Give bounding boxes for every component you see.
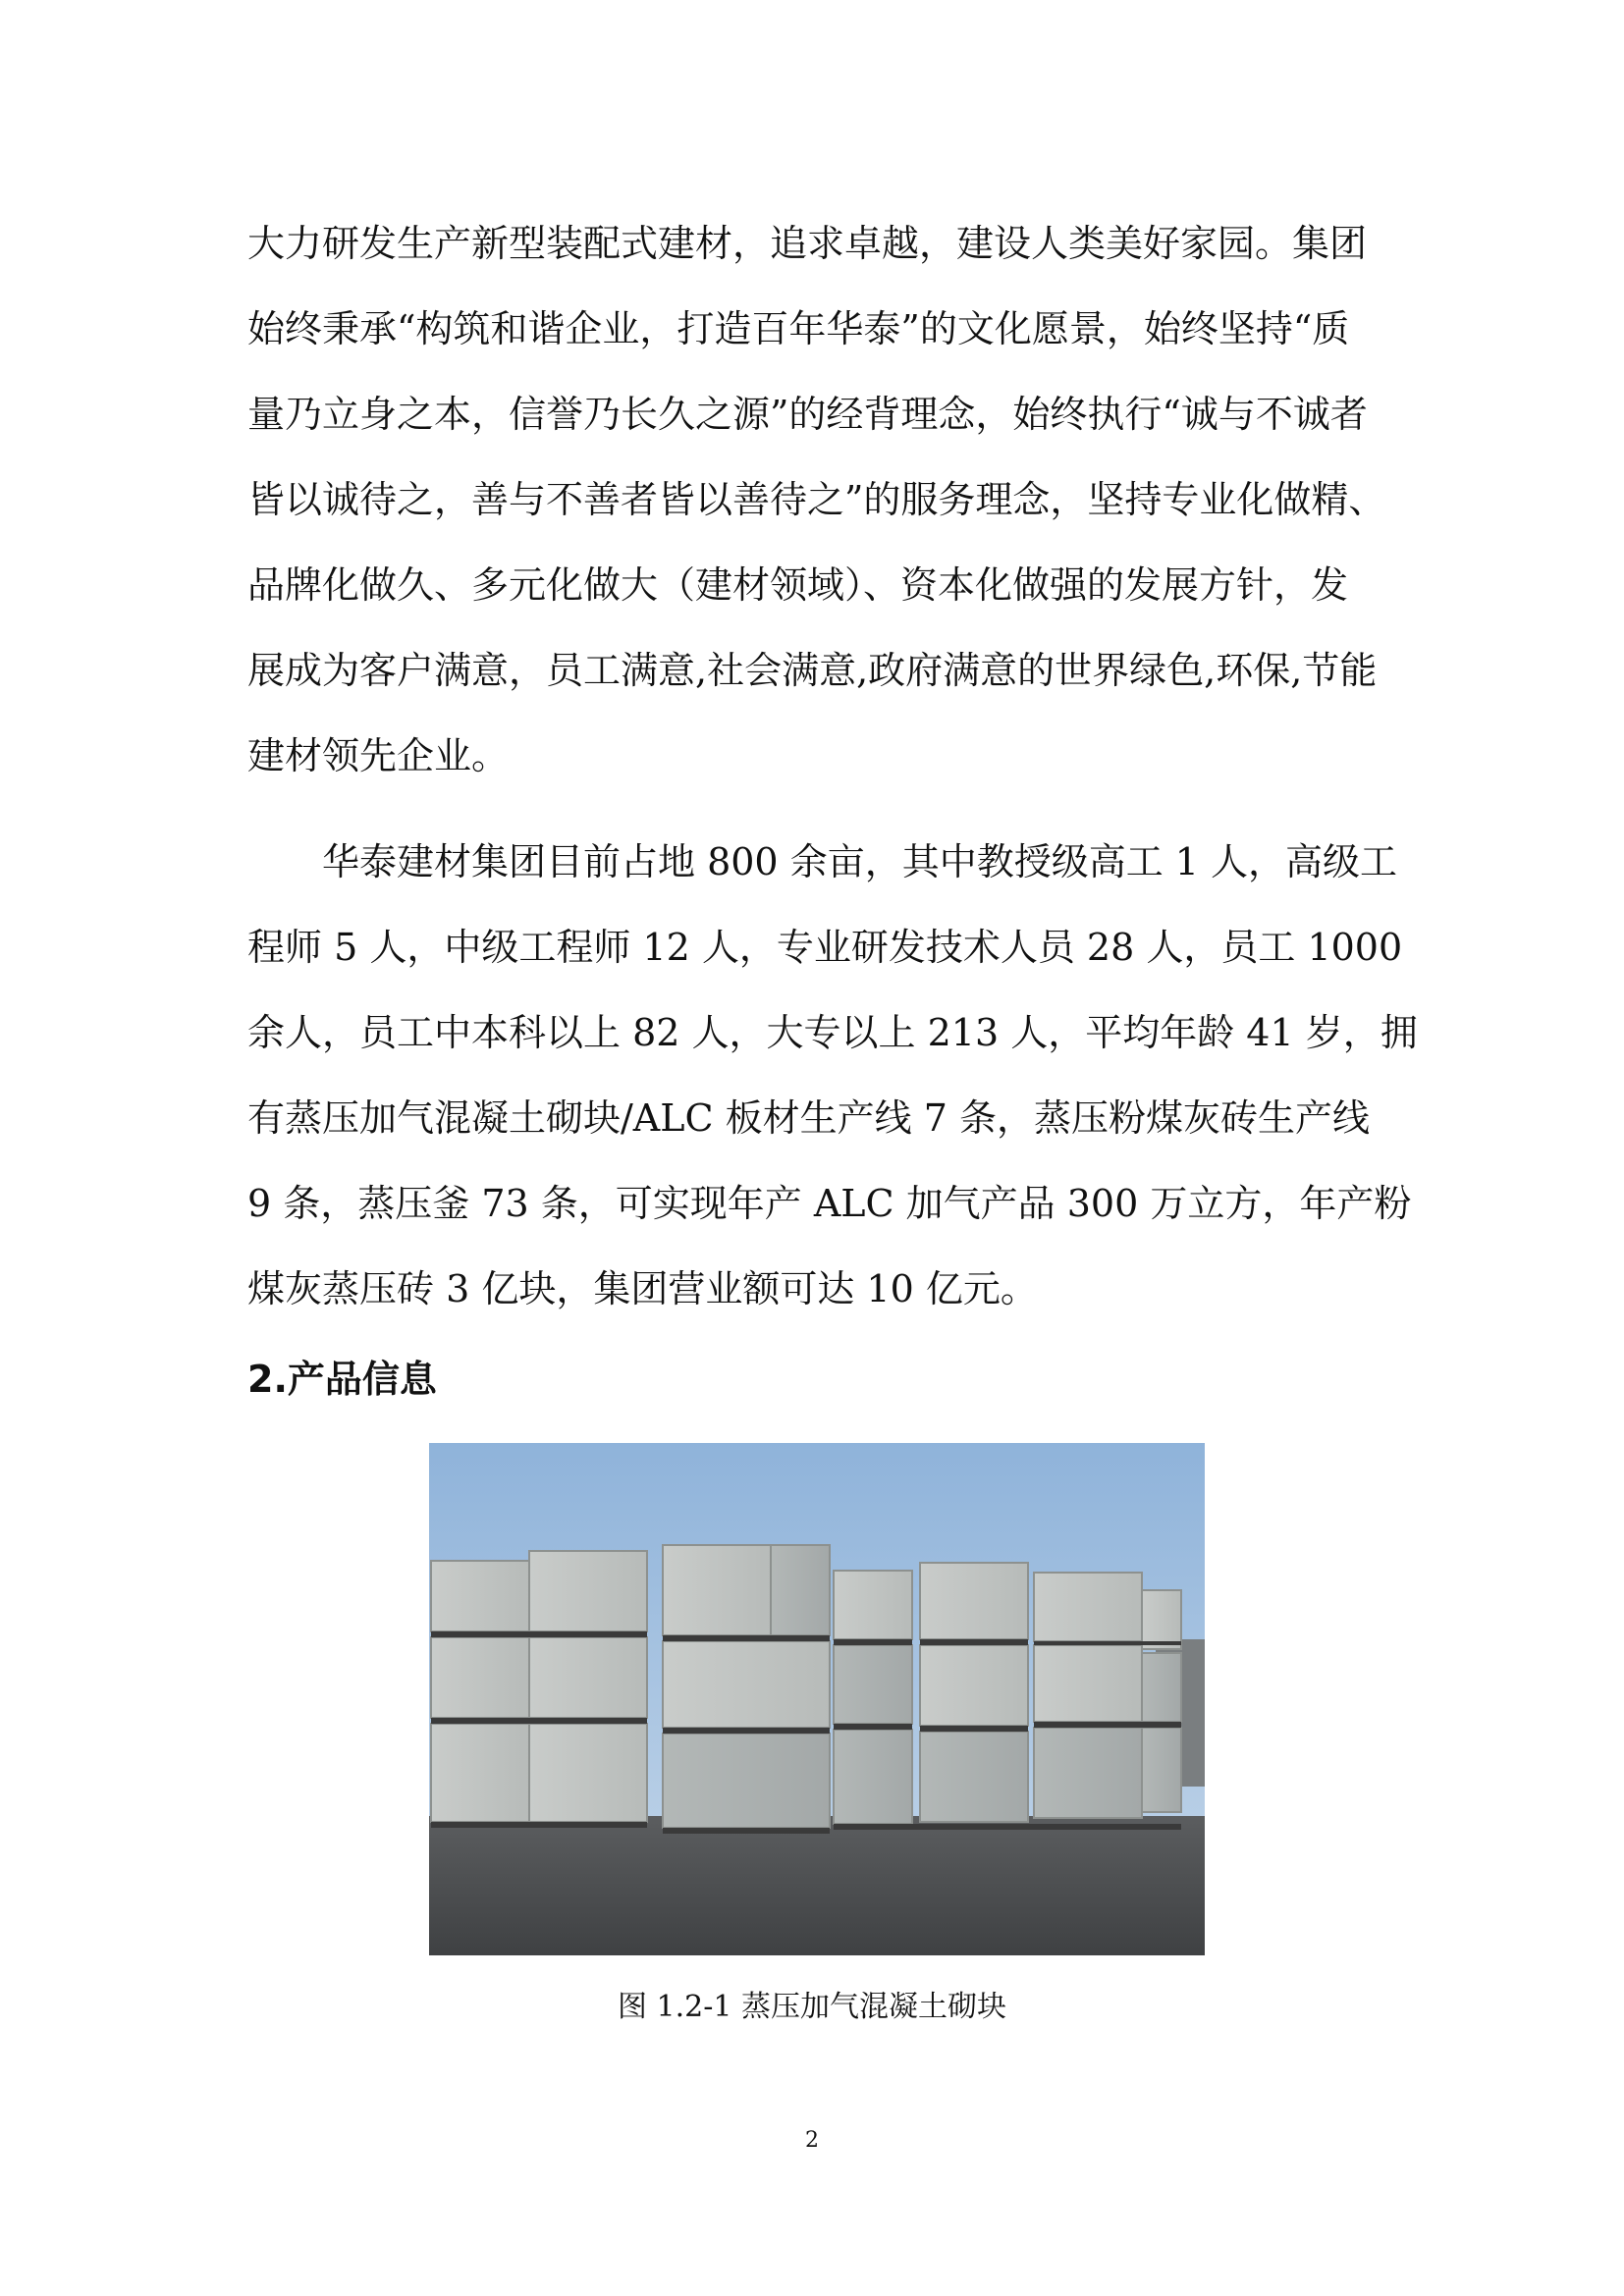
product-photo — [429, 1443, 1205, 1955]
text-line: 品牌化做久、多元化做大（建材领域）、资本化做强的发展方针，发 — [247, 563, 1349, 607]
text-line: 始终秉承“构筑和谐企业，打造百年华泰”的文化愿景，始终坚持“质 — [247, 307, 1350, 350]
text-line: 9 条，蒸压釜 73 条，可实现年产 ALC 加气产品 300 万立方，年产粉 — [247, 1182, 1412, 1225]
text-line: 皆以诚待之，善与不善者皆以善待之”的服务理念，坚持专业化做精、 — [247, 478, 1386, 521]
text-line: 展成为客户满意，员工满意,社会满意,政府满意的世界绿色,环保,节能 — [247, 649, 1378, 692]
paragraph-company-philosophy — [247, 201, 1386, 799]
paragraph-company-scale — [247, 820, 1418, 1332]
text-line: 建材领先企业。 — [247, 734, 510, 777]
page-number: 2 — [805, 2128, 819, 2153]
text-line: 量乃立身之本，信誉乃长久之源”的经背理念，始终执行“诚与不诚者 — [247, 393, 1368, 436]
text-line: 华泰建材集团目前占地 800 余亩，其中教授级高工 1 人，高级工 — [247, 840, 1398, 883]
section-heading: 2.产品信息 — [247, 1358, 437, 1401]
text-line: 程师 5 人，中级工程师 12 人，专业研发技术人员 28 人，员工 1000 — [247, 926, 1403, 969]
text-line: 大力研发生产新型装配式建材，追求卓越，建设人类美好家园。集团 — [247, 222, 1368, 265]
figure-caption: 图 1.2-1 蒸压加气混凝土砌块 — [617, 1990, 1006, 2024]
text-line: 余人，员工中本科以上 82 人，大专以上 213 人，平均年龄 41 岁，拥 — [247, 1011, 1418, 1054]
text-line: 煤灰蒸压砖 3 亿块，集团营业额可达 10 亿元。 — [247, 1267, 1038, 1310]
text-line: 有蒸压加气混凝土砌块/ALC 板材生产线 7 条，蒸压粉煤灰砖生产线 — [247, 1096, 1370, 1140]
